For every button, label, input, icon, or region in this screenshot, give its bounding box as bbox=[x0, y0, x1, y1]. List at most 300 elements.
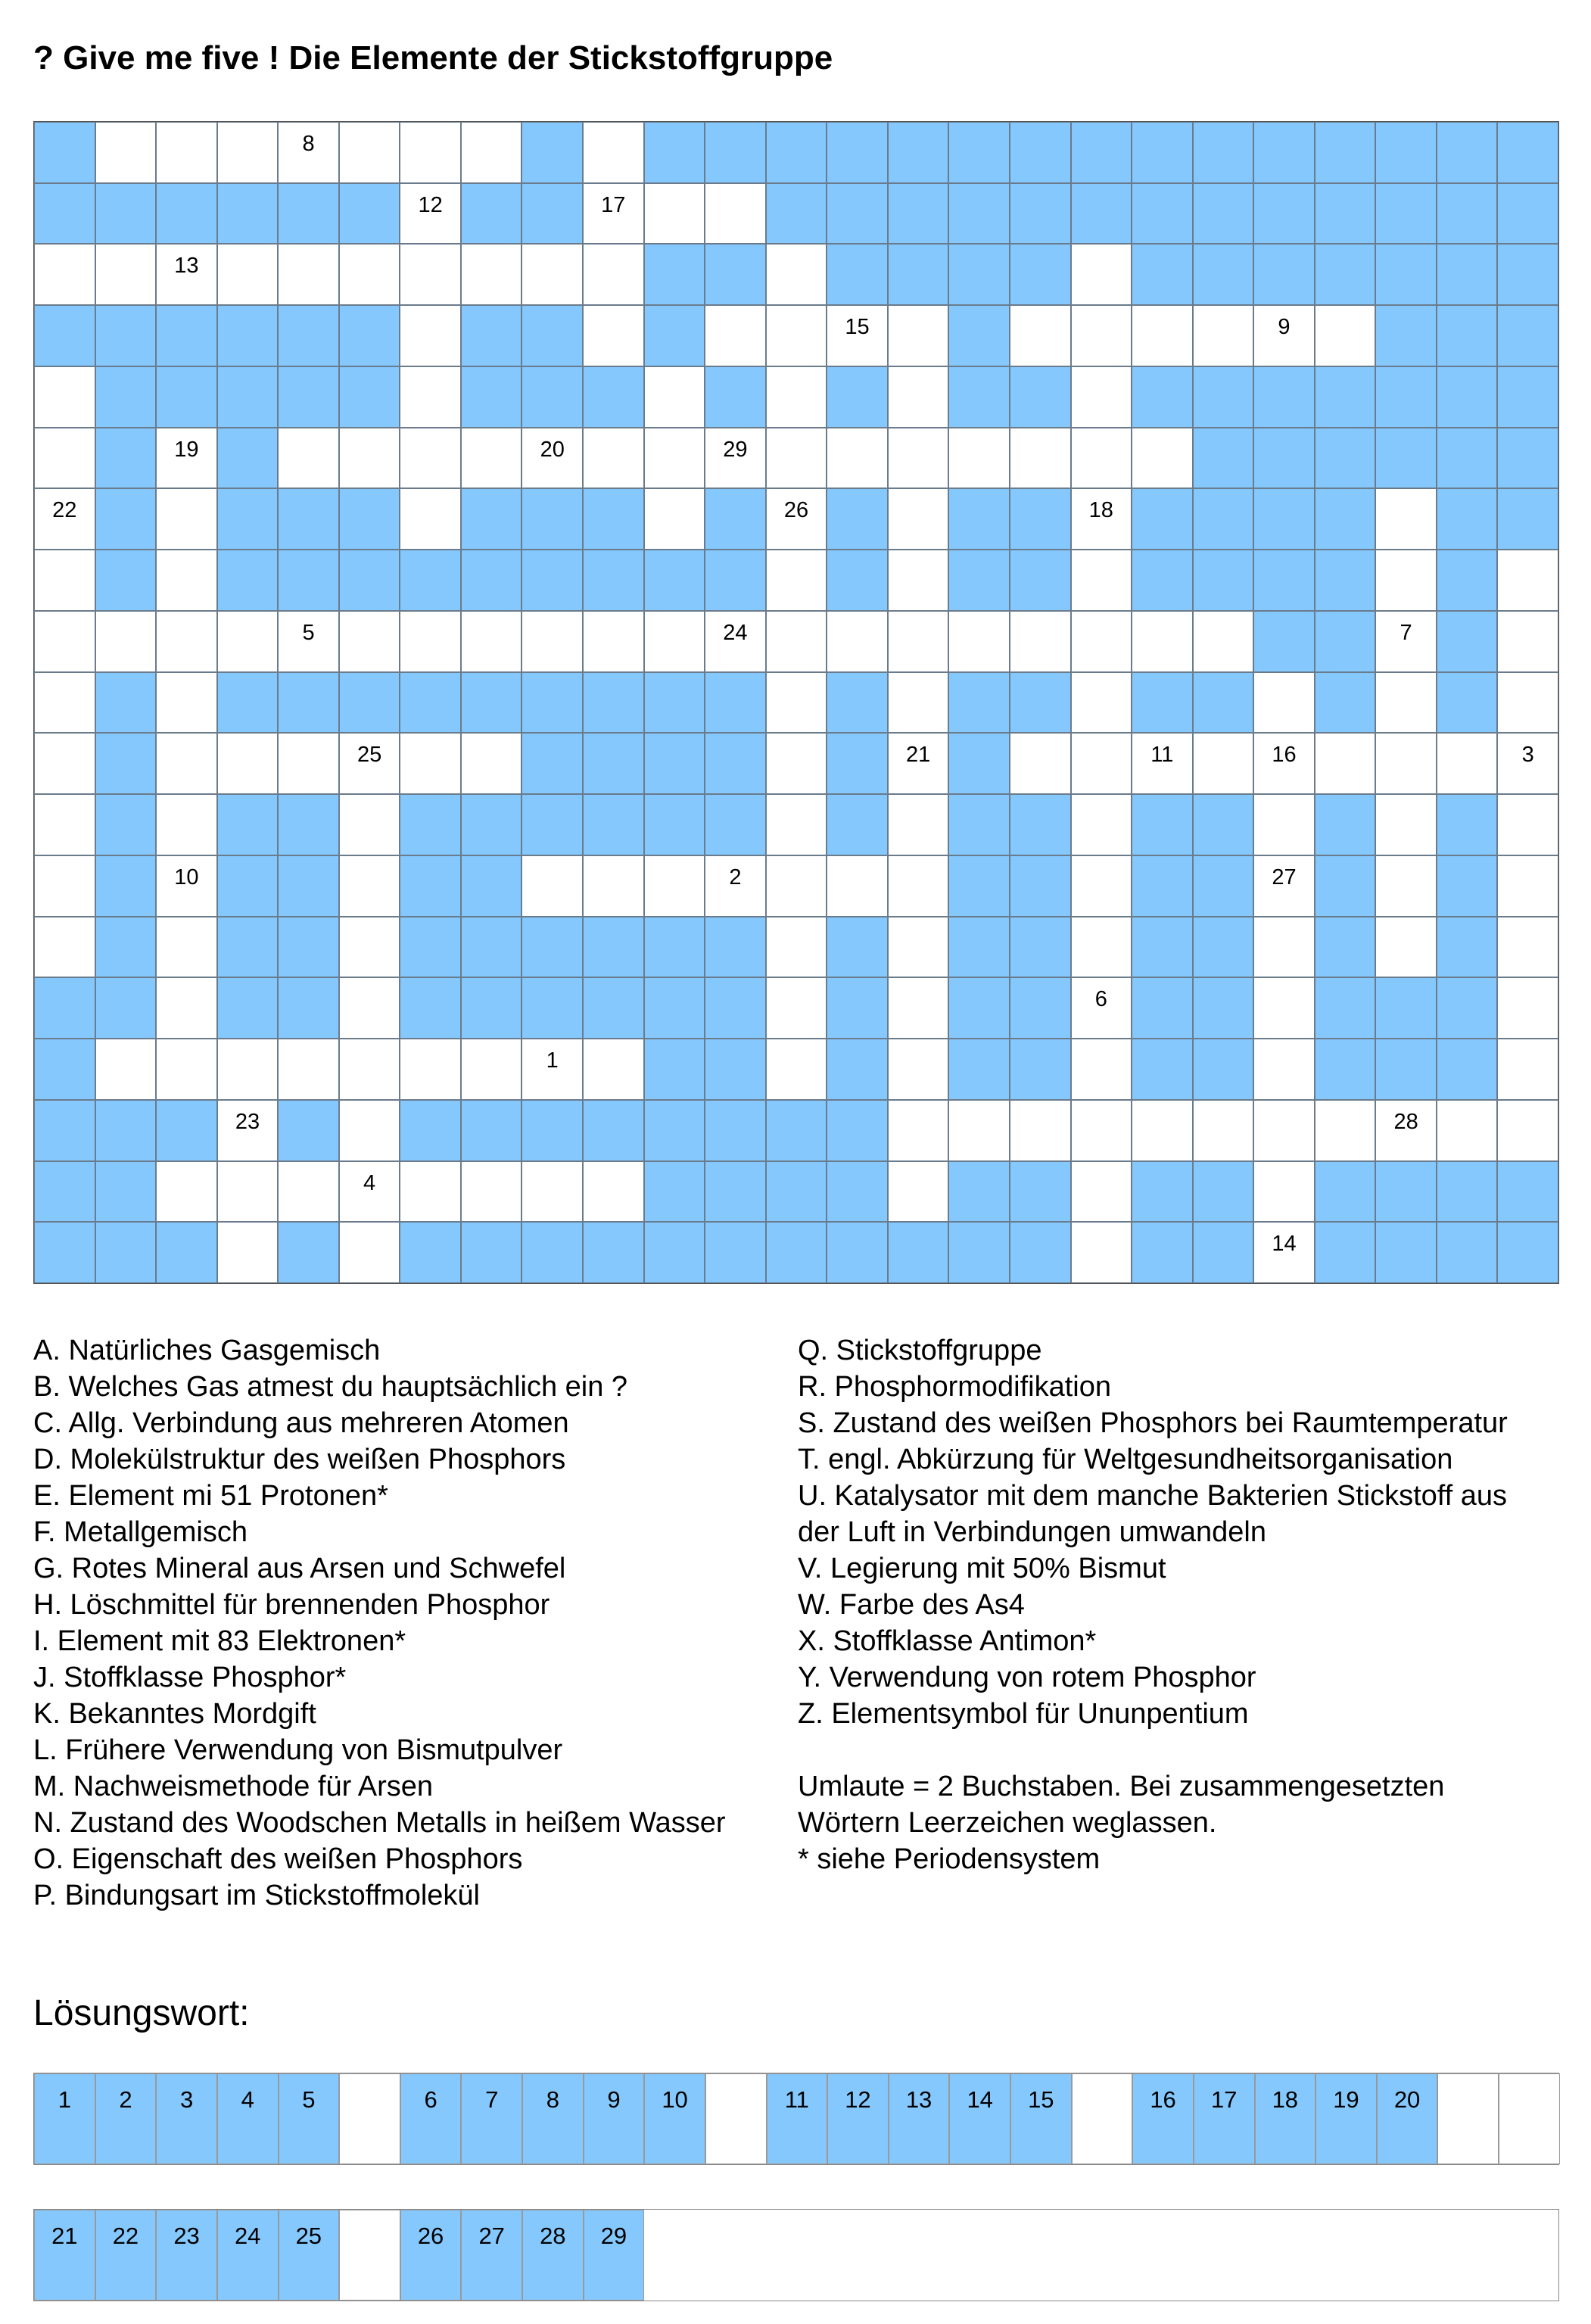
grid-cell[interactable] bbox=[583, 611, 644, 672]
grid-cell[interactable] bbox=[1132, 611, 1193, 672]
grid-cell[interactable] bbox=[461, 122, 522, 183]
grid-cell[interactable] bbox=[278, 1039, 339, 1100]
grid-cell[interactable] bbox=[888, 550, 949, 611]
clue-item: N. Zustand des Woodschen Metalls in heißem Wasser bbox=[33, 1807, 726, 1839]
grid-cell-blocked bbox=[1010, 183, 1071, 245]
grid-cell[interactable] bbox=[1071, 1222, 1132, 1283]
grid-cell[interactable] bbox=[461, 733, 522, 794]
grid-cell[interactable] bbox=[156, 794, 217, 855]
solution-cell[interactable] bbox=[1377, 2073, 1438, 2164]
grid-cell[interactable] bbox=[888, 977, 949, 1039]
solution-cell[interactable] bbox=[400, 2073, 462, 2164]
grid-cell[interactable] bbox=[339, 1161, 400, 1223]
grid-cell[interactable] bbox=[1071, 733, 1132, 794]
grid-cell[interactable] bbox=[888, 428, 949, 489]
grid-cell[interactable] bbox=[339, 611, 400, 672]
grid-cell-blocked bbox=[1010, 366, 1071, 428]
grid-cell-blocked bbox=[1132, 794, 1193, 855]
grid-cell[interactable] bbox=[644, 428, 705, 489]
grid-cell[interactable] bbox=[644, 855, 705, 917]
grid-cell[interactable] bbox=[1010, 611, 1071, 672]
grid-cell[interactable] bbox=[278, 244, 339, 305]
grid-cell[interactable] bbox=[1375, 855, 1437, 917]
grid-cell[interactable] bbox=[339, 977, 400, 1039]
grid-cell[interactable] bbox=[583, 1039, 644, 1100]
grid-cell-blocked bbox=[217, 305, 279, 366]
solution-cell[interactable] bbox=[584, 2073, 645, 2164]
grid-cell[interactable] bbox=[583, 244, 644, 305]
grid-cell[interactable] bbox=[400, 305, 461, 366]
grid-cell[interactable] bbox=[1010, 428, 1071, 489]
grid-cell[interactable] bbox=[156, 428, 217, 489]
cell-number: 3 bbox=[1521, 743, 1534, 768]
grid-cell-blocked bbox=[522, 122, 583, 183]
grid-cell[interactable] bbox=[1375, 733, 1437, 794]
solution-cell[interactable] bbox=[34, 2210, 95, 2301]
grid-cell[interactable] bbox=[1497, 672, 1558, 734]
grid-cell[interactable] bbox=[1497, 917, 1558, 978]
grid-cell[interactable] bbox=[1315, 305, 1376, 366]
grid-cell[interactable] bbox=[1071, 305, 1132, 366]
solution-cell[interactable] bbox=[400, 2210, 462, 2301]
grid-cell-blocked bbox=[156, 1222, 217, 1283]
clue-item: K. Bekanntes Mordgift bbox=[33, 1698, 316, 1730]
grid-cell[interactable] bbox=[888, 611, 949, 672]
grid-cell-blocked bbox=[522, 550, 583, 611]
grid-cell-blocked bbox=[461, 305, 522, 366]
grid-cell[interactable] bbox=[583, 183, 644, 245]
grid-cell[interactable] bbox=[644, 366, 705, 428]
cell-number: 7 bbox=[1400, 620, 1412, 645]
grid-cell[interactable] bbox=[278, 733, 339, 794]
grid-cell-blocked bbox=[278, 917, 339, 978]
grid-cell-blocked bbox=[644, 1100, 705, 1161]
grid-cell-blocked bbox=[522, 672, 583, 734]
grid-cell[interactable] bbox=[1071, 855, 1132, 917]
grid-cell[interactable] bbox=[400, 122, 461, 183]
grid-cell-blocked bbox=[766, 1161, 827, 1223]
grid-cell[interactable] bbox=[888, 1161, 949, 1223]
grid-cell[interactable] bbox=[461, 1161, 522, 1223]
cell-number: 14 bbox=[1272, 1232, 1297, 1257]
grid-cell[interactable] bbox=[1071, 428, 1132, 489]
grid-cell[interactable] bbox=[1375, 488, 1437, 550]
grid-cell-blocked bbox=[948, 672, 1010, 734]
grid-cell-blocked bbox=[583, 977, 644, 1039]
grid-cell[interactable] bbox=[644, 183, 705, 245]
grid-cell[interactable] bbox=[888, 855, 949, 917]
grid-cell-blocked bbox=[766, 1100, 827, 1161]
grid-cell[interactable] bbox=[1071, 672, 1132, 734]
solution-cell[interactable] bbox=[156, 2073, 217, 2164]
grid-cell[interactable] bbox=[522, 428, 583, 489]
grid-cell[interactable] bbox=[156, 611, 217, 672]
solution-cell[interactable] bbox=[522, 2210, 584, 2301]
grid-cell[interactable] bbox=[1497, 1039, 1558, 1100]
grid-cell[interactable] bbox=[583, 305, 644, 366]
grid-cell[interactable] bbox=[1010, 733, 1071, 794]
grid-cell[interactable] bbox=[400, 611, 461, 672]
grid-cell[interactable] bbox=[1010, 305, 1071, 366]
grid-cell[interactable] bbox=[400, 428, 461, 489]
grid-cell[interactable] bbox=[522, 1161, 583, 1223]
grid-cell[interactable] bbox=[1132, 1100, 1193, 1161]
grid-cell[interactable] bbox=[888, 794, 949, 855]
grid-cell[interactable] bbox=[339, 917, 400, 978]
grid-cell[interactable] bbox=[1253, 305, 1315, 366]
grid-cell[interactable] bbox=[1071, 366, 1132, 428]
grid-cell-blocked bbox=[1193, 917, 1254, 978]
grid-cell[interactable] bbox=[1375, 794, 1437, 855]
solution-cell[interactable] bbox=[95, 2210, 157, 2301]
grid-cell[interactable] bbox=[1193, 305, 1254, 366]
grid-cell[interactable] bbox=[827, 428, 888, 489]
grid-cell-blocked bbox=[644, 244, 705, 305]
grid-cell[interactable] bbox=[156, 672, 217, 734]
grid-cell[interactable] bbox=[156, 977, 217, 1039]
solution-cell[interactable] bbox=[584, 2210, 645, 2301]
grid-cell[interactable] bbox=[705, 305, 766, 366]
grid-cell[interactable] bbox=[644, 488, 705, 550]
grid-cell[interactable] bbox=[339, 1039, 400, 1100]
grid-cell[interactable] bbox=[400, 1039, 461, 1100]
grid-cell[interactable] bbox=[34, 855, 95, 917]
grid-cell[interactable] bbox=[766, 611, 827, 672]
grid-cell[interactable] bbox=[34, 244, 95, 305]
clue-list-right bbox=[798, 1332, 1555, 1877]
solution-cell[interactable] bbox=[949, 2073, 1010, 2164]
grid-cell-blocked bbox=[461, 672, 522, 734]
grid-cell[interactable] bbox=[766, 672, 827, 734]
grid-cell[interactable] bbox=[34, 428, 95, 489]
grid-cell[interactable] bbox=[156, 1161, 217, 1223]
solution-cell[interactable] bbox=[1010, 2073, 1072, 2164]
grid-cell[interactable] bbox=[1253, 977, 1315, 1039]
grid-cell[interactable] bbox=[1071, 1161, 1132, 1223]
grid-cell[interactable] bbox=[217, 1100, 279, 1161]
grid-cell-blocked bbox=[34, 1222, 95, 1283]
solution-cell[interactable] bbox=[1132, 2073, 1194, 2164]
grid-cell[interactable] bbox=[1253, 794, 1315, 855]
grid-cell[interactable] bbox=[1253, 917, 1315, 978]
grid-cell[interactable] bbox=[461, 244, 522, 305]
grid-cell[interactable] bbox=[827, 305, 888, 366]
grid-cell[interactable] bbox=[766, 794, 827, 855]
grid-cell[interactable] bbox=[766, 305, 827, 366]
grid-cell-blocked bbox=[461, 1222, 522, 1283]
grid-cell-blocked bbox=[948, 917, 1010, 978]
grid-cell[interactable] bbox=[888, 1039, 949, 1100]
grid-cell[interactable] bbox=[827, 611, 888, 672]
grid-cell-blocked bbox=[461, 917, 522, 978]
grid-cell[interactable] bbox=[1253, 672, 1315, 734]
grid-cell-blocked bbox=[1497, 305, 1558, 366]
grid-cell[interactable] bbox=[1010, 1100, 1071, 1161]
grid-cell[interactable] bbox=[400, 488, 461, 550]
solution-cell[interactable] bbox=[827, 2073, 889, 2164]
grid-cell-blocked bbox=[827, 122, 888, 183]
grid-cell-blocked bbox=[1497, 244, 1558, 305]
solution-cell[interactable] bbox=[34, 2073, 95, 2164]
solution-cell[interactable] bbox=[217, 2210, 279, 2301]
solution-cell[interactable] bbox=[1315, 2073, 1377, 2164]
grid-cell[interactable] bbox=[766, 977, 827, 1039]
grid-cell[interactable] bbox=[1071, 1100, 1132, 1161]
solution-number: 4 bbox=[241, 2086, 254, 2113]
grid-cell[interactable] bbox=[948, 1100, 1010, 1161]
grid-cell[interactable] bbox=[583, 122, 644, 183]
grid-cell[interactable] bbox=[888, 1100, 949, 1161]
clue-item: O. Eigenschaft des weißen Phosphors bbox=[33, 1843, 523, 1875]
grid-cell-blocked bbox=[827, 244, 888, 305]
grid-cell[interactable] bbox=[766, 366, 827, 428]
grid-cell[interactable] bbox=[339, 1100, 400, 1161]
grid-cell[interactable] bbox=[156, 733, 217, 794]
grid-cell[interactable] bbox=[1253, 855, 1315, 917]
clue-item: Z. Elementsymbol für Ununpentium bbox=[798, 1698, 1249, 1730]
grid-cell[interactable] bbox=[34, 550, 95, 611]
grid-cell[interactable] bbox=[1253, 1222, 1315, 1283]
grid-cell-blocked bbox=[461, 794, 522, 855]
solution-cell[interactable] bbox=[461, 2073, 522, 2164]
grid-cell[interactable] bbox=[95, 611, 157, 672]
grid-cell[interactable] bbox=[1437, 1100, 1498, 1161]
clue-item: L. Frühere Verwendung von Bismutpulver bbox=[33, 1734, 563, 1766]
grid-cell[interactable] bbox=[400, 183, 461, 245]
grid-cell-blocked bbox=[766, 122, 827, 183]
solution-cell[interactable] bbox=[279, 2210, 340, 2301]
grid-cell[interactable] bbox=[217, 1039, 279, 1100]
grid-cell[interactable] bbox=[95, 244, 157, 305]
grid-cell[interactable] bbox=[156, 917, 217, 978]
grid-cell[interactable] bbox=[339, 794, 400, 855]
solution-number: 8 bbox=[546, 2086, 559, 2113]
solution-cell[interactable] bbox=[889, 2073, 950, 2164]
grid-cell[interactable] bbox=[948, 428, 1010, 489]
grid-cell[interactable] bbox=[339, 122, 400, 183]
grid-cell[interactable] bbox=[156, 855, 217, 917]
grid-cell[interactable] bbox=[583, 855, 644, 917]
grid-cell[interactable] bbox=[1375, 550, 1437, 611]
grid-cell[interactable] bbox=[1497, 611, 1558, 672]
grid-cell[interactable] bbox=[1132, 733, 1193, 794]
grid-cell[interactable] bbox=[644, 611, 705, 672]
grid-cell[interactable] bbox=[1253, 1161, 1315, 1223]
grid-cell[interactable] bbox=[400, 733, 461, 794]
grid-cell[interactable] bbox=[1132, 428, 1193, 489]
grid-cell[interactable] bbox=[1132, 305, 1193, 366]
grid-cell[interactable] bbox=[278, 428, 339, 489]
grid-cell[interactable] bbox=[1497, 977, 1558, 1039]
grid-cell[interactable] bbox=[1071, 1039, 1132, 1100]
grid-cell[interactable] bbox=[156, 488, 217, 550]
grid-cell[interactable] bbox=[461, 1039, 522, 1100]
grid-cell[interactable] bbox=[278, 611, 339, 672]
grid-cell[interactable] bbox=[766, 917, 827, 978]
grid-cell[interactable] bbox=[217, 1222, 279, 1283]
grid-cell[interactable] bbox=[766, 550, 827, 611]
grid-cell[interactable] bbox=[278, 1161, 339, 1223]
grid-cell[interactable] bbox=[766, 428, 827, 489]
grid-cell[interactable] bbox=[1193, 1100, 1254, 1161]
grid-cell-blocked bbox=[278, 366, 339, 428]
grid-cell[interactable] bbox=[1253, 1100, 1315, 1161]
grid-cell-blocked bbox=[95, 733, 157, 794]
grid-cell[interactable] bbox=[888, 305, 949, 366]
grid-cell-blocked bbox=[339, 183, 400, 245]
grid-cell[interactable] bbox=[1071, 488, 1132, 550]
grid-cell[interactable] bbox=[766, 1039, 827, 1100]
grid-cell[interactable] bbox=[705, 611, 766, 672]
grid-cell[interactable] bbox=[1071, 611, 1132, 672]
grid-cell[interactable] bbox=[217, 1161, 279, 1223]
grid-cell[interactable] bbox=[1193, 733, 1254, 794]
grid-cell[interactable] bbox=[95, 122, 157, 183]
grid-cell[interactable] bbox=[156, 122, 217, 183]
grid-cell-blocked bbox=[948, 366, 1010, 428]
grid-cell-blocked bbox=[400, 1222, 461, 1283]
grid-cell[interactable] bbox=[34, 366, 95, 428]
solution-cell[interactable] bbox=[156, 2210, 217, 2301]
grid-cell[interactable] bbox=[34, 733, 95, 794]
grid-cell[interactable] bbox=[888, 488, 949, 550]
grid-cell[interactable] bbox=[522, 1039, 583, 1100]
grid-cell[interactable] bbox=[400, 1161, 461, 1223]
grid-cell[interactable] bbox=[1253, 733, 1315, 794]
grid-cell[interactable] bbox=[156, 550, 217, 611]
grid-cell[interactable] bbox=[1315, 733, 1376, 794]
grid-cell-blocked bbox=[278, 488, 339, 550]
solution-cell[interactable] bbox=[767, 2073, 828, 2164]
grid-cell[interactable] bbox=[705, 183, 766, 245]
grid-cell-blocked bbox=[583, 366, 644, 428]
grid-cell-blocked bbox=[948, 977, 1010, 1039]
grid-cell[interactable] bbox=[461, 428, 522, 489]
grid-cell[interactable] bbox=[339, 244, 400, 305]
solution-number: 24 bbox=[234, 2223, 261, 2249]
grid-cell[interactable] bbox=[1497, 733, 1558, 794]
grid-cell[interactable] bbox=[1375, 1100, 1437, 1161]
grid-cell[interactable] bbox=[705, 855, 766, 917]
grid-cell[interactable] bbox=[766, 855, 827, 917]
grid-cell-blocked bbox=[217, 366, 279, 428]
grid-cell-blocked bbox=[1497, 1161, 1558, 1223]
grid-cell[interactable] bbox=[95, 1039, 157, 1100]
grid-cell[interactable] bbox=[1437, 733, 1498, 794]
grid-cell[interactable] bbox=[1375, 611, 1437, 672]
grid-cell-blocked bbox=[1437, 183, 1498, 245]
grid-cell[interactable] bbox=[766, 488, 827, 550]
grid-cell[interactable] bbox=[1071, 550, 1132, 611]
grid-cell[interactable] bbox=[522, 855, 583, 917]
clue-item: M. Nachweismethode für Arsen bbox=[33, 1771, 434, 1802]
grid-cell[interactable] bbox=[339, 733, 400, 794]
grid-cell[interactable] bbox=[1071, 244, 1132, 305]
solution-cell[interactable] bbox=[95, 2073, 157, 2164]
clue-item: W. Farbe des As4 bbox=[798, 1589, 1025, 1621]
grid-cell-blocked bbox=[522, 488, 583, 550]
grid-cell[interactable] bbox=[400, 366, 461, 428]
grid-cell[interactable] bbox=[34, 917, 95, 978]
grid-cell[interactable] bbox=[1375, 917, 1437, 978]
grid-cell[interactable] bbox=[888, 366, 949, 428]
grid-cell[interactable] bbox=[339, 1222, 400, 1283]
grid-cell[interactable] bbox=[522, 244, 583, 305]
grid-cell-blocked bbox=[1193, 122, 1254, 183]
grid-cell[interactable] bbox=[1497, 855, 1558, 917]
grid-cell-blocked bbox=[1010, 488, 1071, 550]
solution-cell[interactable] bbox=[279, 2073, 340, 2164]
grid-cell[interactable] bbox=[1193, 611, 1254, 672]
grid-cell[interactable] bbox=[888, 733, 949, 794]
grid-cell[interactable] bbox=[1315, 1100, 1376, 1161]
grid-cell[interactable] bbox=[339, 855, 400, 917]
solution-cell[interactable] bbox=[522, 2073, 584, 2164]
grid-cell[interactable] bbox=[705, 428, 766, 489]
grid-cell[interactable] bbox=[1253, 1039, 1315, 1100]
grid-cell[interactable] bbox=[156, 1039, 217, 1100]
grid-cell[interactable] bbox=[1497, 550, 1558, 611]
grid-cell-blocked bbox=[1132, 550, 1193, 611]
grid-cell-blocked bbox=[522, 366, 583, 428]
grid-cell[interactable] bbox=[583, 428, 644, 489]
grid-cell[interactable] bbox=[1375, 672, 1437, 734]
grid-cell[interactable] bbox=[1071, 917, 1132, 978]
grid-cell[interactable] bbox=[34, 794, 95, 855]
grid-cell[interactable] bbox=[827, 855, 888, 917]
grid-cell[interactable] bbox=[1071, 794, 1132, 855]
grid-cell-blocked bbox=[95, 428, 157, 489]
solution-number: 6 bbox=[424, 2086, 437, 2113]
grid-cell[interactable] bbox=[217, 733, 279, 794]
grid-cell-blocked bbox=[705, 733, 766, 794]
grid-cell[interactable] bbox=[461, 611, 522, 672]
grid-cell[interactable] bbox=[339, 428, 400, 489]
grid-cell[interactable] bbox=[217, 244, 279, 305]
grid-cell-blocked bbox=[1193, 855, 1254, 917]
grid-cell[interactable] bbox=[34, 488, 95, 550]
grid-cell[interactable] bbox=[400, 244, 461, 305]
grid-cell[interactable] bbox=[948, 611, 1010, 672]
grid-cell[interactable] bbox=[1497, 794, 1558, 855]
grid-cell[interactable] bbox=[766, 244, 827, 305]
grid-cell[interactable] bbox=[766, 733, 827, 794]
grid-cell[interactable] bbox=[583, 1161, 644, 1223]
solution-cell[interactable] bbox=[644, 2073, 705, 2164]
grid-cell[interactable] bbox=[217, 122, 279, 183]
grid-cell-blocked bbox=[278, 977, 339, 1039]
grid-cell[interactable] bbox=[1497, 1100, 1558, 1161]
grid-cell-blocked bbox=[1010, 977, 1071, 1039]
solution-cell[interactable] bbox=[217, 2073, 279, 2164]
grid-cell[interactable] bbox=[217, 611, 279, 672]
solution-cell[interactable] bbox=[1194, 2073, 1255, 2164]
grid-cell-blocked bbox=[1497, 366, 1558, 428]
grid-cell[interactable] bbox=[1071, 977, 1132, 1039]
grid-cell-blocked bbox=[948, 183, 1010, 245]
grid-cell[interactable] bbox=[278, 122, 339, 183]
cell-number: 6 bbox=[1094, 987, 1107, 1012]
solution-cell[interactable] bbox=[461, 2210, 522, 2301]
grid-cell[interactable] bbox=[34, 611, 95, 672]
grid-cell[interactable] bbox=[522, 611, 583, 672]
grid-cell[interactable] bbox=[156, 244, 217, 305]
grid-cell[interactable] bbox=[888, 917, 949, 978]
grid-cell[interactable] bbox=[888, 672, 949, 734]
cell-number: 1 bbox=[546, 1048, 559, 1073]
solution-cell[interactable] bbox=[1255, 2073, 1316, 2164]
grid-cell[interactable] bbox=[34, 672, 95, 734]
